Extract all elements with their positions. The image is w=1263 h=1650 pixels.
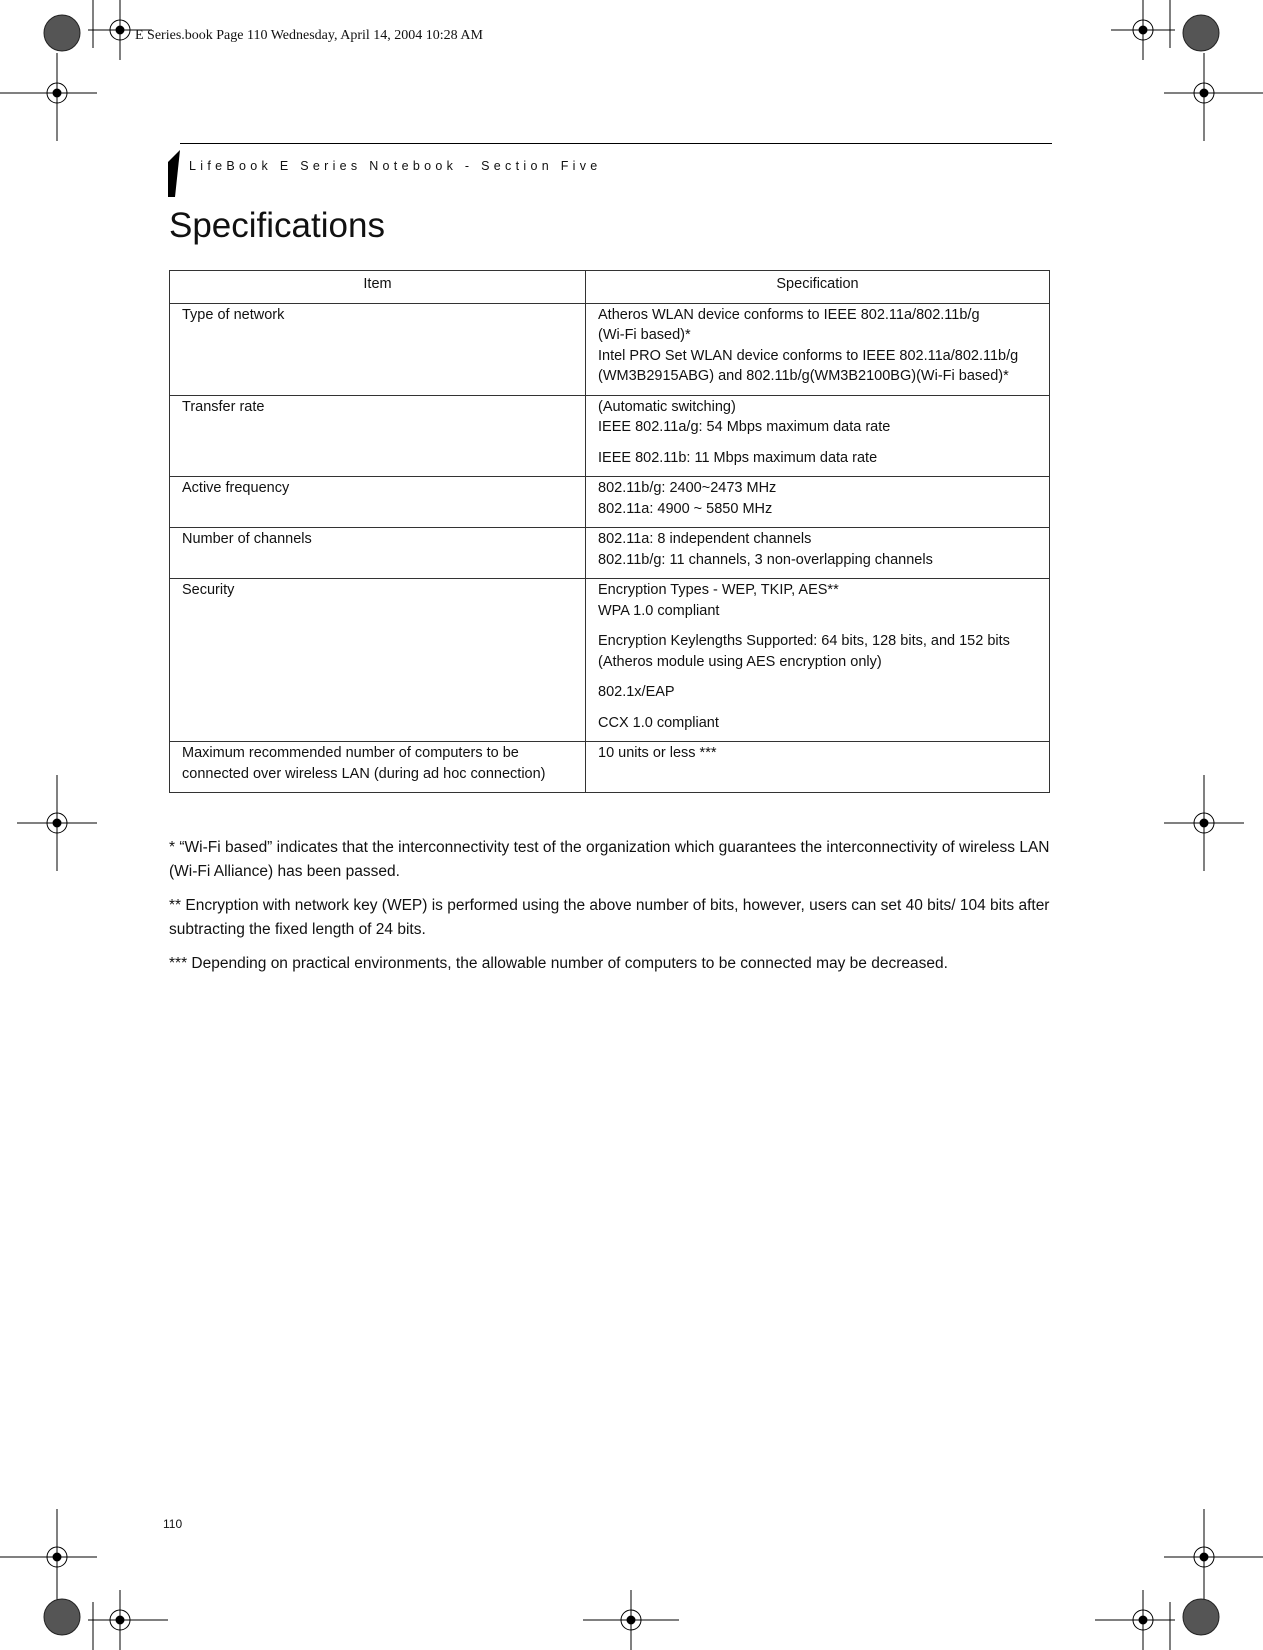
running-header: LifeBook E Series Notebook - Section Five	[189, 159, 602, 173]
row-spec	[586, 303, 1050, 395]
header-tab	[168, 150, 180, 197]
spec-line: (Wi-Fi based)*	[598, 327, 691, 343]
spec-line: IEEE 802.11b: 11 Mbps maximum data rate	[598, 449, 878, 466]
row-spec	[586, 477, 1050, 528]
row-item: Type of network	[170, 303, 586, 395]
color-wheels	[44, 15, 1219, 1635]
spec-line: Atheros WLAN device conforms to IEEE 802.11a/802.11b/g	[598, 306, 980, 323]
spec-line: 802.11b/g: 11 channels, 3 non-overlapping channels	[598, 551, 933, 568]
table-row	[170, 742, 1050, 793]
printer-info-line: E Series.book Page 110 Wednesday, April 14, 2004 10:28 AM	[135, 28, 483, 43]
table-row	[170, 528, 1050, 579]
page-number: 110	[163, 1517, 183, 1531]
spec-line: 10 units or less ***	[598, 745, 717, 761]
spec-line: Encryption Types - WEP, TKIP, AES**	[598, 582, 839, 598]
footnote-3: *** Depending on practical environments, the allowable number of computers to be connected may be decreased.	[169, 955, 948, 972]
spec-line: 802.11a: 4900 ~ 5850 MHz	[598, 500, 773, 517]
row-spec	[586, 742, 1050, 793]
footnote-2: ** Encryption with network key (WEP) is performed using the above number of bits, however, users can set 40 bits/ 104 bits after subtracting the fixed length of 24 bits.	[169, 897, 1050, 938]
spec-line: Intel PRO Set WLAN device conforms to IEEE 802.11a/802.11b/g	[598, 347, 1019, 364]
spec-line: IEEE 802.11a/g: 54 Mbps maximum data rate	[598, 419, 891, 435]
spec-line: 802.11b/g: 2400~2473 MHz	[598, 480, 777, 496]
column-header-specification: Specification	[586, 271, 1050, 304]
spec-line: (Automatic switching)	[598, 398, 736, 415]
spec-line: (Atheros module using AES encryption only)	[598, 653, 882, 670]
spec-line: CCX 1.0 compliant	[598, 714, 719, 731]
row-item: Transfer rate	[170, 395, 586, 477]
spec-table	[169, 270, 1050, 793]
table-header-row	[170, 271, 1050, 304]
row-item: Maximum recommended number of computers to be connected over wireless LAN (during ad hoc connection)	[170, 742, 586, 793]
table-row	[170, 395, 1050, 477]
row-item: Security	[170, 579, 586, 742]
registration-marks	[17, 0, 1244, 1650]
spec-line: Encryption Keylengths Supported: 64 bits, 128 bits, and 152 bits	[598, 633, 1010, 649]
row-item: Number of channels	[170, 528, 586, 579]
header-rule	[180, 143, 1052, 144]
spec-line: WPA 1.0 compliant	[598, 602, 720, 619]
spec-line: (WM3B2915ABG) and 802.11b/g(WM3B2100BG)(Wi-Fi based)*	[598, 368, 1009, 384]
column-header-item: Item	[170, 271, 586, 304]
table-row	[170, 477, 1050, 528]
spec-line: 802.1x/EAP	[598, 684, 675, 700]
row-spec	[586, 395, 1050, 477]
row-spec	[586, 528, 1050, 579]
table-row	[170, 303, 1050, 395]
table-row	[170, 579, 1050, 742]
footnote-1: * “Wi-Fi based” indicates that the interconnectivity test of the organization which guarantees the interconnectivity of wireless LAN (Wi-Fi Alliance) has been passed.	[169, 839, 1050, 880]
spec-line: 802.11a: 8 independent channels	[598, 531, 812, 547]
row-spec	[586, 579, 1050, 742]
page-title: Specifications	[169, 206, 385, 245]
row-item: Active frequency	[170, 477, 586, 528]
